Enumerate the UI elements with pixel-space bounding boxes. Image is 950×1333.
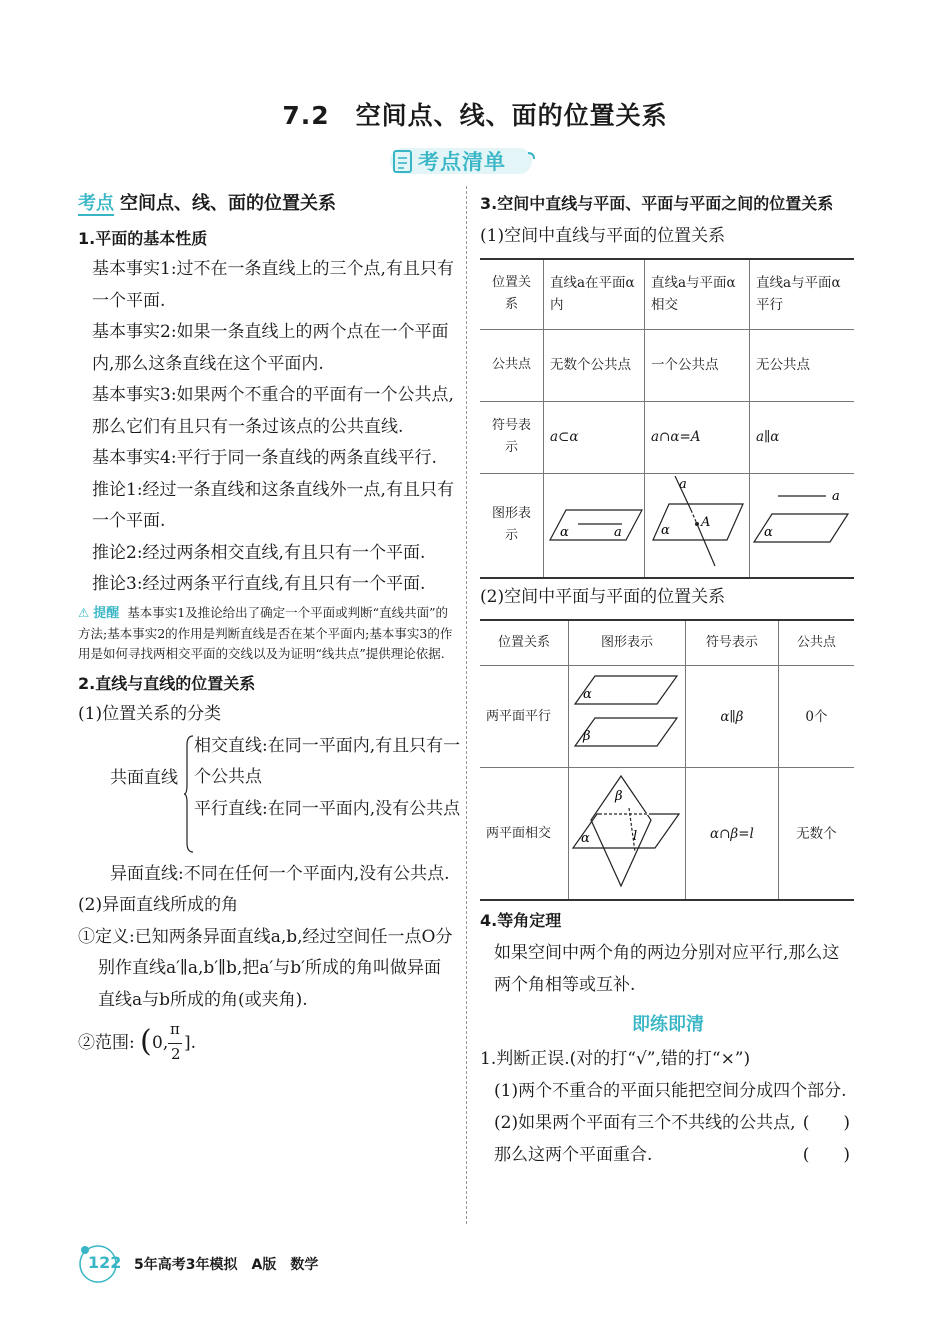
table-cell: 符号表示 [480, 401, 544, 473]
left-column [78, 188, 461, 1066]
knowledge-point-heading [78, 188, 454, 220]
reminder-note [78, 603, 454, 664]
skew-lines: 异面直线:不同在任何一个平面内,没有公共点. [110, 863, 450, 884]
equal-angle-theorem: 如果空间中两个角的两边分别对应平行,那么这两个角相等或互补. [494, 943, 840, 995]
banner-label: 考点清单 [418, 150, 506, 174]
table-cell: 无数个 [778, 768, 854, 901]
basic-fact-1: 基本事实1:过不在一条直线上的三个点,有且只有一个平面. [92, 259, 454, 311]
alpha-label: α [661, 522, 670, 538]
line-label: a [614, 524, 622, 540]
drill-heading: 即练即清 [632, 1014, 704, 1035]
table-cell: 符号表示 [686, 620, 779, 666]
column-divider [466, 186, 467, 1224]
coplanar-classification [110, 731, 461, 859]
line-plane-table [480, 258, 854, 579]
range-open: ( [140, 1024, 152, 1059]
alpha-label: α [560, 524, 569, 540]
table-cell: 两平面相交 [480, 768, 569, 901]
table-cell: 两平面平行 [480, 666, 569, 768]
table-cell: 一个公共点 [645, 329, 750, 401]
line-label: a [679, 476, 687, 492]
table-cell: 公共点 [480, 329, 544, 401]
table-cell: a∩α=A [645, 401, 750, 473]
corollary-3: 推论3:经过两条平行直线,有且只有一个平面. [92, 574, 426, 594]
range-close: ]. [184, 1033, 197, 1053]
warning-icon: ⚠ [78, 604, 90, 620]
alpha-label: α [583, 687, 592, 702]
brace-icon [184, 735, 194, 853]
corollary-1: 推论1:经过一条直线和这条直线外一点,有且只有一个平面. [92, 479, 454, 531]
basic-fact-2: 基本事实2:如果一条直线上的两个点在一个平面内,那么这条直线在这个平面内. [92, 322, 449, 374]
reminder-text: 基本事实1及推论给出了确定一个平面或判断“直线共面”的方法;基本事实2的作用是判断直线是否在某个平面内;基本事实3的作用是如何寻找两相交平面的交线以及为证明“线共点”提供理论依据. [78, 604, 453, 661]
table-cell: 公共点 [778, 620, 854, 666]
section-2-sub2: (2)异面直线所成的角 [78, 895, 239, 915]
section-banner [388, 145, 538, 177]
kp-title: 空间点、线、面的位置关系 [120, 193, 336, 214]
angle-range [78, 1022, 454, 1066]
coplanar-label: 共面直线 [110, 767, 178, 788]
table-cell: 无数个公共点 [544, 329, 645, 401]
figure-parallel-planes [569, 666, 686, 768]
drill-item-1 [480, 1075, 856, 1133]
basic-fact-4: 基本事实4:平行于同一条直线的两条直线平行. [92, 448, 437, 468]
section-3-heading: 3.空间中直线与平面、平面与平面之间的位置关系 [480, 194, 834, 213]
range-denominator: 2 [171, 1045, 181, 1063]
plane-diagram [569, 768, 683, 892]
table-cell: a⊂α [544, 401, 645, 473]
right-column [480, 188, 856, 1171]
plane-diagram [544, 482, 644, 562]
angle-definition: ①定义:已知两条异面直线a,b,经过空间任一点O分别作直线a′∥a,b′∥b,把a′与b′所成的角叫做异面直线a与b所成的角(或夹角). [78, 926, 453, 1010]
section-3-sub2: (2)空间中平面与平面的位置关系 [480, 586, 726, 607]
table-cell: 直线a与平面α平行 [750, 259, 855, 329]
range-label: ②范围: [78, 1033, 135, 1053]
line-label: a [832, 488, 840, 504]
figure-line-in-plane [544, 473, 645, 578]
range-value: 0, [152, 1033, 169, 1053]
range-numerator: π [170, 1020, 180, 1038]
plane-diagram [645, 474, 749, 570]
figure-intersecting-planes [569, 768, 686, 901]
section-2-heading: 2.直线与直线的位置关系 [78, 673, 256, 693]
figure-line-parallel-plane [750, 473, 855, 578]
table-cell: 0个 [778, 666, 854, 768]
section-4-heading: 4.等角定理 [480, 911, 562, 930]
book-title: 5年高考3年模拟 A版 数学 [134, 1257, 319, 1273]
figure-line-intersect-plane [645, 473, 750, 578]
table-cell: a∥α [750, 401, 855, 473]
page-title: 7.2 空间点、线、面的位置关系 [282, 101, 668, 130]
drill-item-2-text: (2)如果两个平面有三个不共线的公共点,那么这两个平面重合. [494, 1113, 796, 1165]
alpha-label: α [764, 524, 773, 540]
parallel-lines: 平行直线:在同一平面内,没有公共点 [194, 798, 461, 819]
intersection-label: l [633, 829, 638, 844]
beta-label: β [583, 729, 591, 744]
plane-diagram [569, 666, 683, 760]
table-cell: 位置关系 [480, 620, 569, 666]
drill-item-2 [480, 1107, 856, 1171]
answer-blank: ( ) [802, 1113, 850, 1133]
alpha-label: α [581, 831, 590, 846]
point-label: A [701, 514, 711, 530]
table-cell: 位置关系 [480, 259, 544, 329]
intersecting-lines: 相交直线:在同一平面内,有且只有一个公共点 [194, 735, 461, 787]
table-cell: 图形表示 [480, 473, 544, 578]
drill-question: 1.判断正误.(对的打“√”,错的打“×”) [480, 1049, 751, 1069]
drill-item-1-text: (1)两个不重合的平面只能把空间分成四个部分. [494, 1081, 847, 1101]
kp-tag: 考点 [78, 193, 114, 214]
section-1-heading: 1.平面的基本性质 [78, 228, 208, 248]
plane-diagram [750, 482, 854, 562]
plane-plane-table [480, 619, 854, 902]
table-cell: 无公共点 [750, 329, 855, 401]
answer-blank: ( ) [802, 1145, 850, 1165]
table-cell: α∩β=l [686, 768, 779, 901]
table-cell: 直线a在平面α内 [544, 259, 645, 329]
table-cell: 直线a与平面α相交 [645, 259, 750, 329]
section-3-sub1: (1)空间中直线与平面的位置关系 [480, 226, 726, 246]
corollary-2: 推论2:经过两条相交直线,有且只有一个平面. [92, 542, 426, 563]
basic-fact-3: 基本事实3:如果两个不重合的平面有一个公共点,那么它们有且只有一条过该点的公共直线. [92, 385, 454, 437]
page-number: 122 [88, 1253, 122, 1272]
section-2-sub1: (1)位置关系的分类 [78, 704, 222, 724]
table-cell: 图形表示 [569, 620, 686, 666]
reminder-tag: 提醒 [93, 605, 120, 621]
beta-label: β [615, 789, 623, 804]
table-cell: α∥β [686, 666, 779, 768]
